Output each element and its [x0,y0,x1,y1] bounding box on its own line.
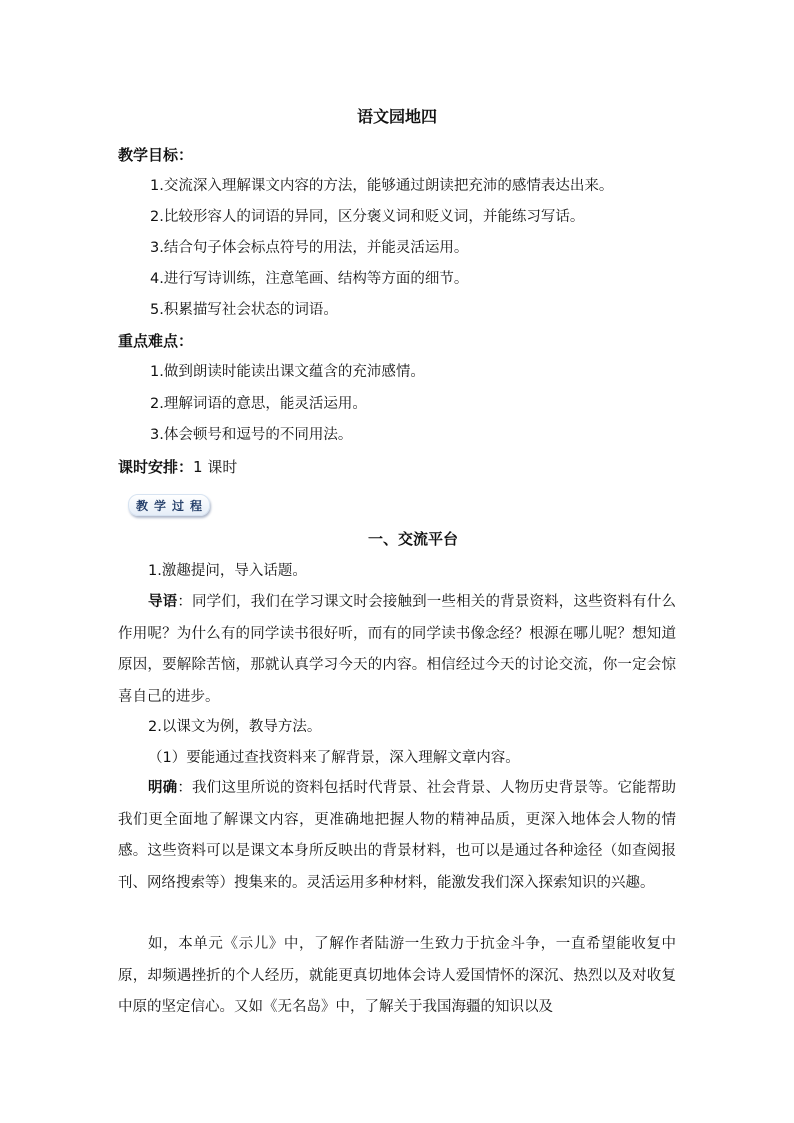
badge-char: 过 [172,498,185,513]
schedule-line [118,456,237,478]
schedule-value: 1 课时 [193,458,238,476]
section-heading: 一、交流平台 [367,530,458,548]
clarify-label: 明确 [148,780,178,796]
key-point-item: 1.做到朗读时能读出课文蕴含的充沛感情。 [150,364,425,380]
clarify-text: ：我们这里所说的资料包括时代背景、社会背景、人物历史背景等。它能帮助我们更全面地了解课文内容，更准确地把握人物的精神品质，更深入地体会人物的情感。这些资料可以是课文本身所反映出的背景材料，也可以是通过各种途径（如查阅报刊、网络搜索等）搜集来的。灵活运用多种材料，能激发我们深入探索知识的兴趣。 [118,780,676,891]
key-points-heading: 重点难点： [118,332,194,350]
intro-label: 导语 [148,594,178,610]
goal-item: 1.交流深入理解课文内容的方法，能够通过朗读把充沛的感情表达出来。 [150,178,614,194]
goals-heading: 教学目标： [118,146,194,164]
key-point-item: 3.体会顿号和逗号的不同用法。 [150,427,353,443]
teaching-process-badge [128,494,210,516]
schedule-label: 课时安排： [118,458,194,476]
sub-point-one: （1）要能通过查找资料来了解背景，深入理解文章内容。 [148,750,520,766]
document-title: 语文园地四 [356,107,437,126]
goal-item: 3.结合句子体会标点符号的用法，并能灵活运用。 [150,240,469,256]
badge-char: 教 [135,498,148,513]
clarify-paragraph [118,773,676,899]
goal-item: 4.进行写诗训练，注意笔画、结构等方面的细节。 [150,271,469,287]
key-point-item: 2.理解词语的意思，能灵活运用。 [150,396,367,412]
step-one: 1.激趣提问，导入话题。 [148,563,307,579]
badge-char: 程 [190,498,203,513]
intro-paragraph [118,587,676,713]
goal-item: 5.积累描写社会状态的词语。 [150,302,338,318]
example-paragraph: 如，本单元《示儿》中，了解作者陆游一生致力于抗金斗争，一直希望能收复中原，却频遇挫折的个人经历，就能更真切地体会诗人爱国情怀的深沉、热烈以及对收复中原的坚定信心。又如《无名岛》中，了解关于我国海疆的知识以及 [118,936,676,1015]
goal-item: 2.比较形容人的词语的异同，区分褒义词和贬义词，并能练习写话。 [150,209,585,225]
badge-char: 学 [153,498,166,513]
step-two: 2.以课文为例，教导方法。 [148,719,322,735]
intro-text: ：同学们，我们在学习课文时会接触到一些相关的背景资料，这些资料有什么作用呢？为什么有的同学读书很好听，而有的同学读书像念经？根源在哪儿呢？想知道原因，要解除苦恼，那就认真学习今天的内容。相信经过今天的讨论交流，你一定会惊喜自己的进步。 [118,594,676,705]
